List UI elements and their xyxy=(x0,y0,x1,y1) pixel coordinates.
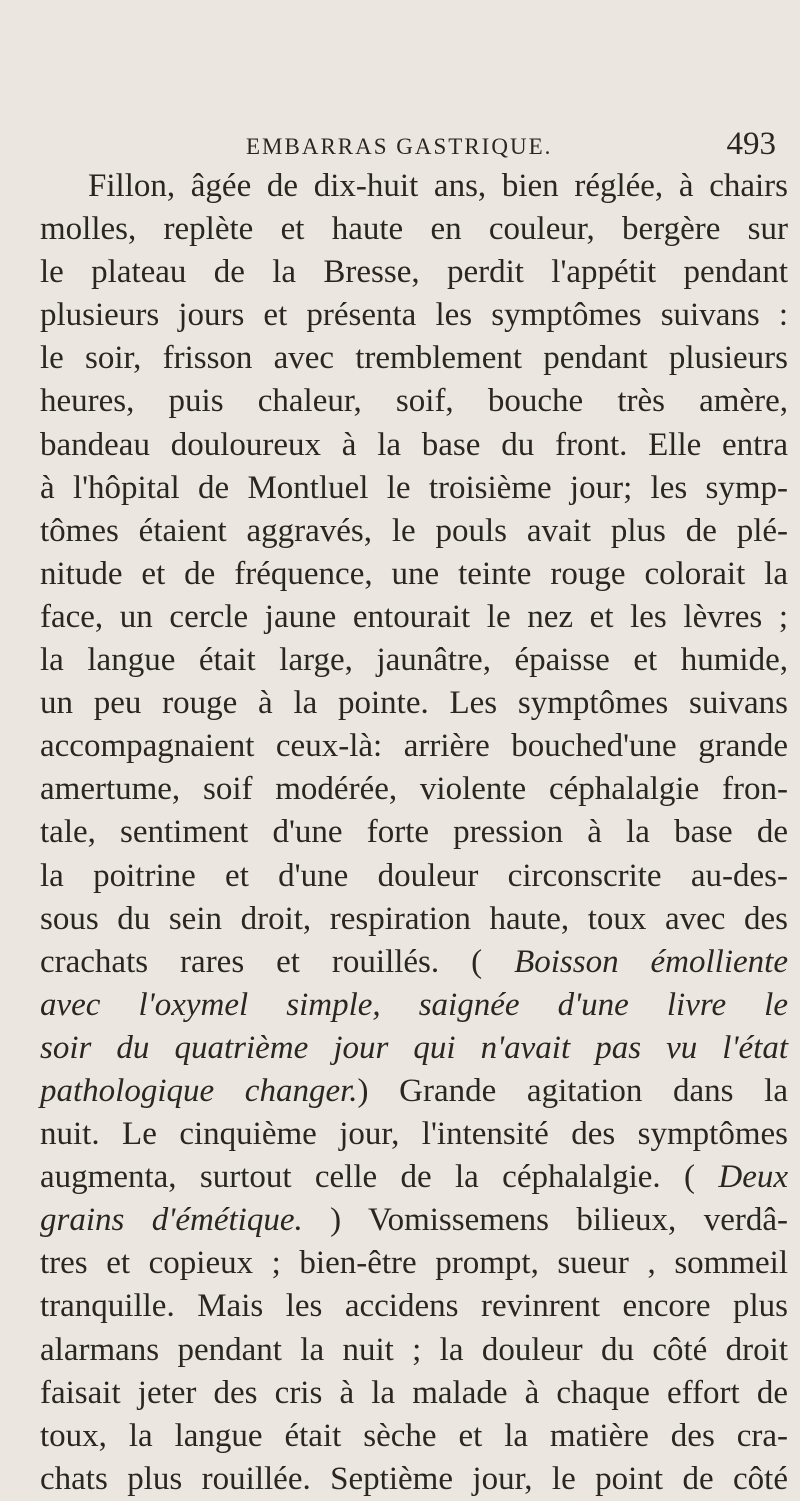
italic-text-run: Deux xyxy=(718,1159,788,1196)
text-line: la langue était large, jaunâtre, épaisse et humide, xyxy=(40,642,788,679)
text-line: nuit. Le cinquième jour, l'intensité des symptômes xyxy=(40,1116,788,1153)
text-line: tres et copieux ; bien-être prompt, sueur , sommeil xyxy=(40,1245,788,1282)
text-line: bandeau douloureux à la base du front. Elle entra xyxy=(40,426,788,463)
text-line: molles, replète et haute en couleur, bergère sur xyxy=(40,211,788,248)
italic-text-run: grains d'émétique. xyxy=(40,1202,303,1239)
text-line: nitude et de fréquence, une teinte rouge colorait la xyxy=(40,555,788,592)
text-line: la poitrine et d'une douleur circonscrite au-des- xyxy=(40,857,788,894)
text-line: toux, la langue était sèche et la matière des cra- xyxy=(40,1417,788,1454)
text-line: alarmans pendant la nuit ; la douleur du côté droit xyxy=(40,1331,788,1368)
text-line: Fillon, âgée de dix-huit ans, bien réglée, à chairs xyxy=(88,168,788,204)
text-line xyxy=(40,984,788,1027)
text-line xyxy=(40,1156,788,1199)
italic-text-run: soir du quatrième jour qui n'avait pas vu l'état xyxy=(40,1029,788,1066)
text-line xyxy=(40,1199,788,1242)
text-line: amertume, soif modérée, violente céphalalgie fron- xyxy=(40,771,788,808)
text-line: face, un cercle jaune entourait le nez et les lèvres ; xyxy=(40,598,788,635)
text-line: le plateau de la Bresse, perdit l'appétit pendant xyxy=(40,254,788,291)
text-line: chats plus rouillée. Septième jour, le point de côté xyxy=(40,1460,788,1497)
text-line xyxy=(40,1027,788,1070)
text-line: un peu rouge à la pointe. Les symptômes suivans xyxy=(40,685,788,722)
body-paragraph xyxy=(40,165,788,1501)
text-run: augmenta, surtout celle de la céphalalgie. ( xyxy=(40,1159,719,1196)
text-line: tale, sentiment d'une forte pression à la base de xyxy=(40,814,788,851)
text-line: faisait jeter des cris à la malade à chaque effort de xyxy=(40,1374,788,1411)
text-line: sous du sein droit, respiration haute, toux avec des xyxy=(40,900,788,937)
text-line: le soir, frisson avec tremblement pendant plusieurs xyxy=(40,340,788,377)
text-line: heures, puis chaleur, soif, bouche très amère, xyxy=(40,383,788,420)
italic-text-run: avec l'oxymel simple, saignée d'une livre le xyxy=(40,986,788,1023)
text-line: tranquille. Mais les accidens revinrent encore plus xyxy=(40,1288,788,1325)
text-line: plusieurs jours et présenta les symptômes suivans : xyxy=(40,297,788,334)
text-line: tômes étaient aggravés, le pouls avait plus de plé- xyxy=(40,512,788,549)
italic-text-run: Boisson émolliente xyxy=(514,943,788,980)
text-line xyxy=(40,941,788,984)
text-run: ) Grande agitation dans la xyxy=(357,1072,788,1109)
text-run: crachats rares et rouillés. ( xyxy=(40,943,515,980)
text-run: ) Vomissemens bilieux, verdâ- xyxy=(302,1202,788,1239)
page-number: 493 xyxy=(726,126,776,162)
italic-text-run: pathologique changer. xyxy=(40,1072,358,1109)
text-line: accompagnaient ceux-là: arrière bouched'une grande xyxy=(40,728,788,765)
text-line: à l'hôpital de Montluel le troisième jour; les symp- xyxy=(40,469,788,506)
text-line xyxy=(40,1070,788,1113)
running-title: EMBARRAS GASTRIQUE. xyxy=(246,134,553,159)
